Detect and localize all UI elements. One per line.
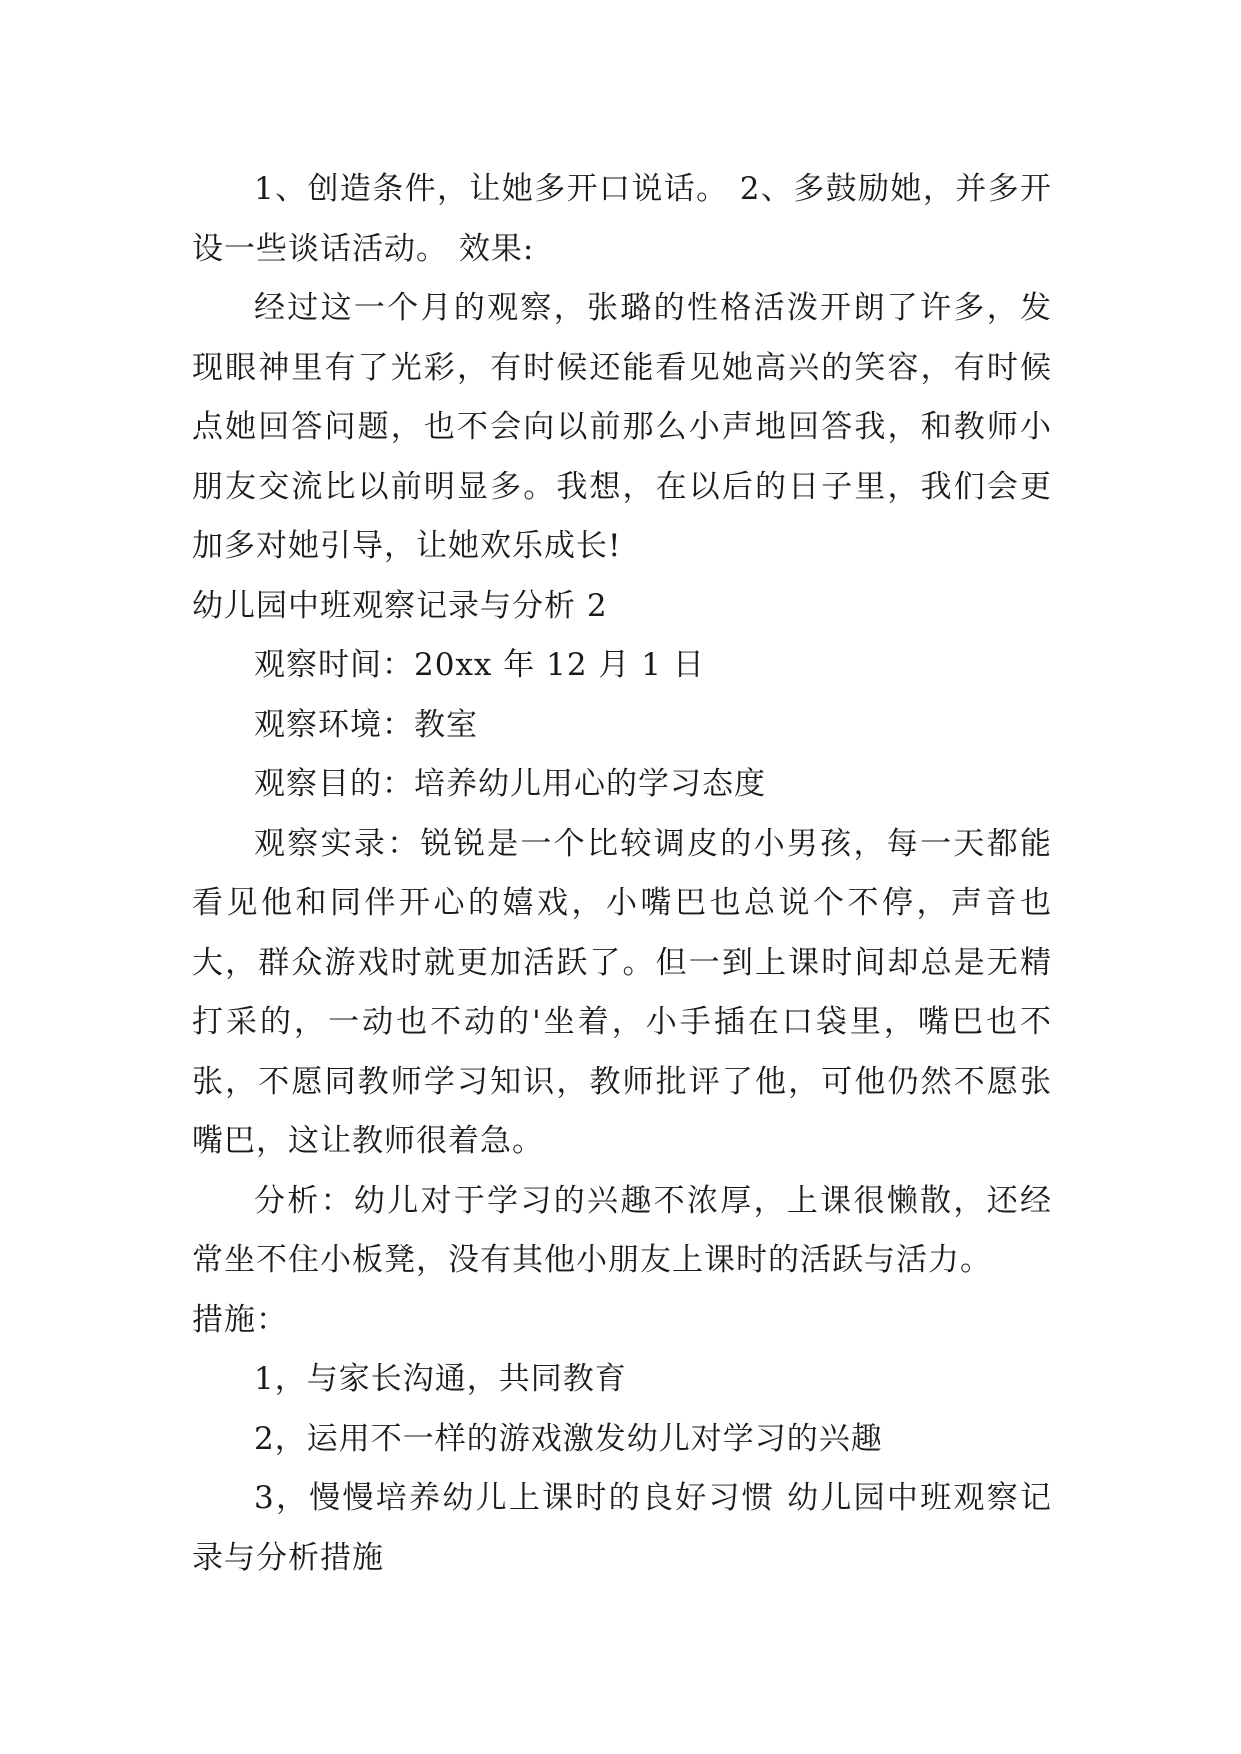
observation-time: 观察时间：20xx 年 12 月 1 日 (254, 647, 705, 683)
section-heading: 幼儿园中班观察记录与分析 2 (192, 587, 608, 624)
measure-item-1: 1，与家长沟通，共同教育 (254, 1361, 627, 1397)
paragraph-effect: 经过这一个月的观察，张璐的性格活泼开朗了许多，发现眼神里有了光彩，有时候还能看见她高兴的笑容，有时候点她回答问题，也不会向以前那么小声地回答我，和教师小朋友交流比以前明显多。我想，在以后的日子里，我们会更加多对她引导，让她欢乐成长! (192, 290, 1052, 564)
observation-record: 观察实录：锐锐是一个比较调皮的小男孩，每一天都能看见他和同伴开心的嬉戏，小嘴巴也总说个不停，声音也大，群众游戏时就更加活跃了。但一到上课时间却总是无精打采的，一动也不动的'坐着，小手插在口袋里，嘴巴也不张，不愿同教师学习知识，教师批评了他，可他仍然不愿张嘴巴，这让教师很着急。 (192, 825, 1052, 1159)
measure-item-2: 2，运用不一样的游戏激发幼儿对学习的兴趣 (254, 1420, 883, 1457)
observation-environment: 观察环境：教室 (254, 706, 478, 743)
paragraph-conditions: 1、创造条件，让她多开口说话。 2、多鼓励她，并多开设一些谈话活动。 效果: (192, 171, 1052, 267)
observation-purpose: 观察目的：培养幼儿用心的学习态度 (254, 766, 766, 802)
analysis-paragraph: 分析：幼儿对于学习的兴趣不浓厚，上课很懒散，还经常坐不住小板凳，没有其他小朋友上课时的活跃与活力。 (192, 1182, 1052, 1278)
measures-label: 措施： (192, 1301, 288, 1338)
document-body (192, 160, 1052, 1588)
measure-item-3: 3，慢慢培养幼儿上课时的良好习惯 幼儿园中班观察记录与分析措施 (192, 1480, 1052, 1576)
